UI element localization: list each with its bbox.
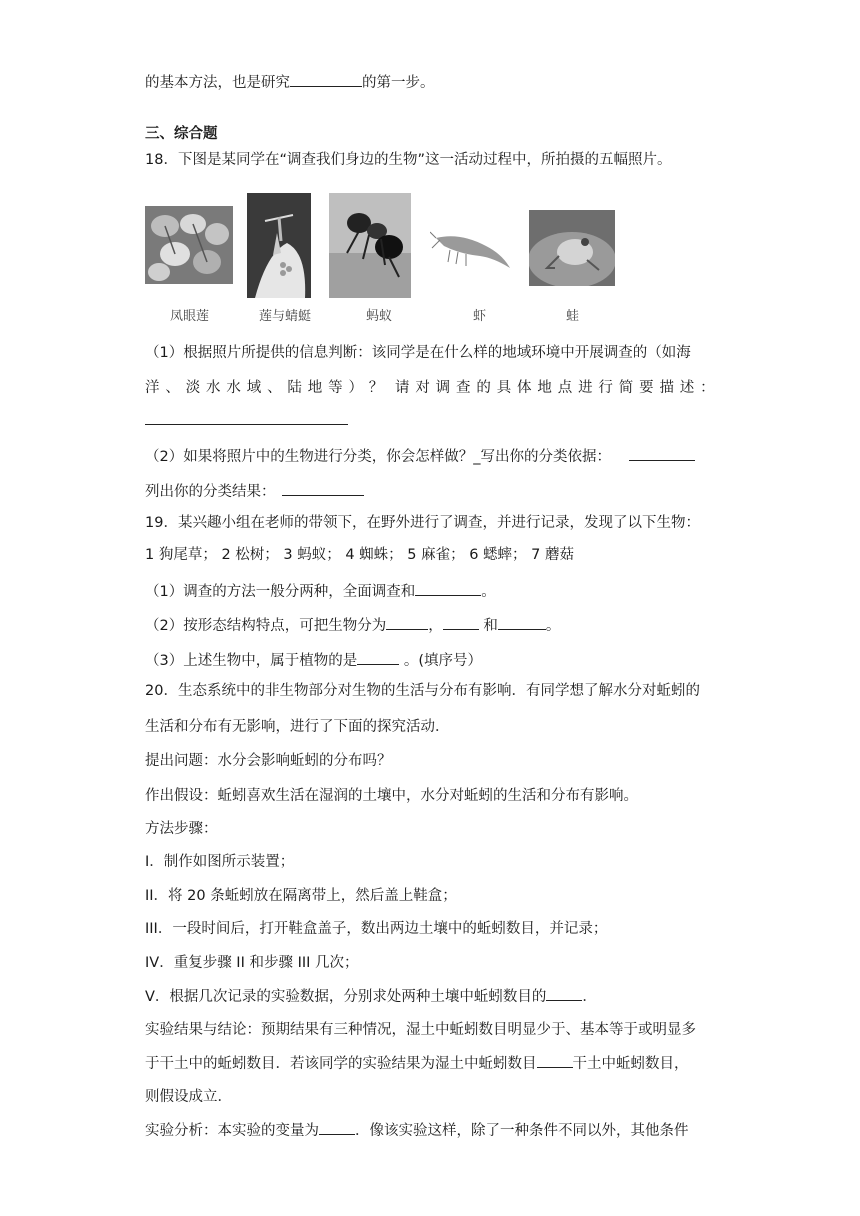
char: 域 (246, 380, 262, 396)
photo-caption: 莲与蜻蜓 (259, 309, 312, 324)
text-segment: 实验分析：本实验的变量为 (145, 1123, 319, 1139)
photo-caption: 蚂蚁 (366, 309, 393, 324)
step-2: II．将 20 条蚯蚓放在隔离带上，然后盖上鞋盒； (145, 888, 457, 904)
text-line (145, 1120, 689, 1141)
text-segment: 的第一步。 (362, 75, 435, 91)
char: 水 (206, 380, 221, 396)
step-4: IV．重复步骤 II 和步骤 III 几次； (145, 955, 359, 971)
step-3: III．一段时间后，打开鞋盒盖子，数出两边土壤中的蚯蚓数目，并记录； (145, 921, 608, 937)
text-line: 方法步骤： (145, 821, 218, 837)
char: 述 (679, 380, 695, 396)
answer-blank[interactable] (319, 1120, 355, 1135)
answer-blank[interactable] (290, 72, 362, 87)
char: 要 (639, 380, 654, 396)
question-19-2 (145, 615, 560, 636)
char: 地 (307, 380, 323, 396)
char: 对 (415, 380, 430, 396)
text-line (145, 72, 435, 93)
answer-blank[interactable] (282, 481, 364, 496)
answer-blank[interactable] (498, 615, 546, 630)
char: 洋 (145, 380, 160, 396)
char: 调 (435, 380, 451, 396)
answer-blank[interactable] (415, 581, 481, 596)
char: 简 (618, 380, 634, 396)
text-segment: （2）按形态结构特点，可把生物分为 (145, 618, 387, 634)
text-segment: ． (582, 989, 597, 1005)
frog-photo (529, 210, 615, 286)
question-18-1: （1）根据照片所提供的信息判断：该同学是在什么样的地域环境中开展调查的（如海 (145, 345, 691, 361)
question-18-2 (145, 446, 695, 467)
text-segment: 于干土中的蚯蚓数目．若该同学的实验结果为湿土中蚯蚓数目 (145, 1056, 537, 1072)
text-segment: （2）如果将照片中的生物进行分类，你会怎样做？_写出你的分类依据： (145, 449, 611, 465)
question-19-3 (145, 650, 482, 671)
answer-blank[interactable] (357, 650, 399, 665)
answer-blank[interactable] (537, 1053, 573, 1068)
answer-blank[interactable] (546, 986, 582, 1001)
text-line: 作出假设：蚯蚓喜欢生活在湿润的土壤中，水分对蚯蚓的生活和分布有影响。 (145, 788, 638, 804)
lotus-dragonfly-photo (247, 193, 311, 298)
question-20: 20．生态系统中的非生物部分对生物的生活与分布有影响．有同学想了解水分对蚯蚓的 (145, 683, 700, 699)
char: 具 (496, 380, 512, 396)
char: 的 (476, 380, 491, 396)
char: 、 (165, 380, 180, 396)
char: 淡 (185, 380, 201, 396)
char: 陆 (287, 380, 302, 396)
text-line: 生活和分布有无影响，进行了下面的探究活动． (145, 719, 450, 735)
char: 行 (598, 380, 613, 396)
text-line: 提出问题：水分会影响蚯蚓的分布吗？ (145, 753, 392, 769)
char: ： (700, 380, 715, 396)
step-1: I．制作如图所示装置； (145, 854, 295, 870)
text-segment: 和 (478, 618, 498, 634)
char: 地 (537, 380, 552, 396)
text-segment: 。(填序号） (399, 653, 483, 669)
shrimp-photo (430, 228, 514, 272)
char: 体 (517, 380, 532, 396)
text-line (145, 481, 364, 502)
text-segment: 列出你的分类结果： (145, 484, 276, 500)
photo-caption: 虾 (473, 309, 487, 324)
text-segment: ．像该实验这样，除了一种条件不同以外，其他条件 (355, 1123, 689, 1139)
char: 进 (578, 380, 593, 396)
text-segment: （1）调查的方法一般分两种，全面调查和 (145, 584, 416, 600)
char: 等 (328, 380, 343, 396)
photo-caption: 凤眼莲 (170, 309, 210, 324)
char: 点 (557, 380, 573, 396)
answer-blank[interactable] (443, 615, 479, 630)
ant-photo (329, 193, 411, 298)
text-segment: 。 (481, 584, 496, 600)
char: 请 (394, 380, 410, 396)
step-5 (145, 986, 597, 1007)
answer-blank[interactable] (629, 446, 695, 461)
question-19-1 (145, 581, 496, 602)
section-heading: 三、综合题 (145, 126, 218, 142)
text-segment: ， (428, 618, 443, 634)
water-hyacinth-photo (145, 206, 233, 284)
text-line (145, 410, 348, 431)
text-line: 则假设成立． (145, 1089, 232, 1105)
text-line (145, 1053, 689, 1074)
char: 水 (226, 380, 241, 396)
char: ？ (368, 380, 384, 396)
text-segment: 的基本方法，也是研究 (145, 75, 290, 91)
photo-caption: 蛙 (566, 309, 580, 324)
char: 描 (659, 380, 674, 396)
text-segment: V．根据几次记录的实验数据，分别求处两种土壤中蚯蚓数目的 (145, 989, 547, 1005)
char: 查 (456, 380, 471, 396)
question-18: 18．下图是某同学在“调查我们身边的生物”这一活动过程中，所拍摄的五幅照片。 (145, 152, 672, 168)
organism-list: 1 狗尾草； 2 松树； 3 蚂蚁； 4 蜘蛛； 5 麻雀； 6 蟋蟀； 7 蘑菇 (145, 547, 574, 563)
text-segment: （3）上述生物中，属于植物的是 (145, 653, 358, 669)
text-line: 实验结果与结论：预期结果有三种情况，湿土中蚯蚓数目明显少于、基本等于或明显多 (145, 1022, 696, 1038)
char: 、 (267, 380, 282, 396)
question-18-1-continued (145, 378, 715, 398)
answer-blank[interactable] (386, 615, 428, 630)
char: ） (348, 380, 363, 396)
text-segment: 。 (545, 618, 561, 634)
question-19: 19．某兴趣小组在老师的带领下，在野外进行了调查，并进行记录，发现了以下生物： (145, 515, 700, 531)
answer-blank[interactable] (145, 410, 348, 425)
text-segment: 干土中蚯蚓数目， (572, 1056, 689, 1072)
